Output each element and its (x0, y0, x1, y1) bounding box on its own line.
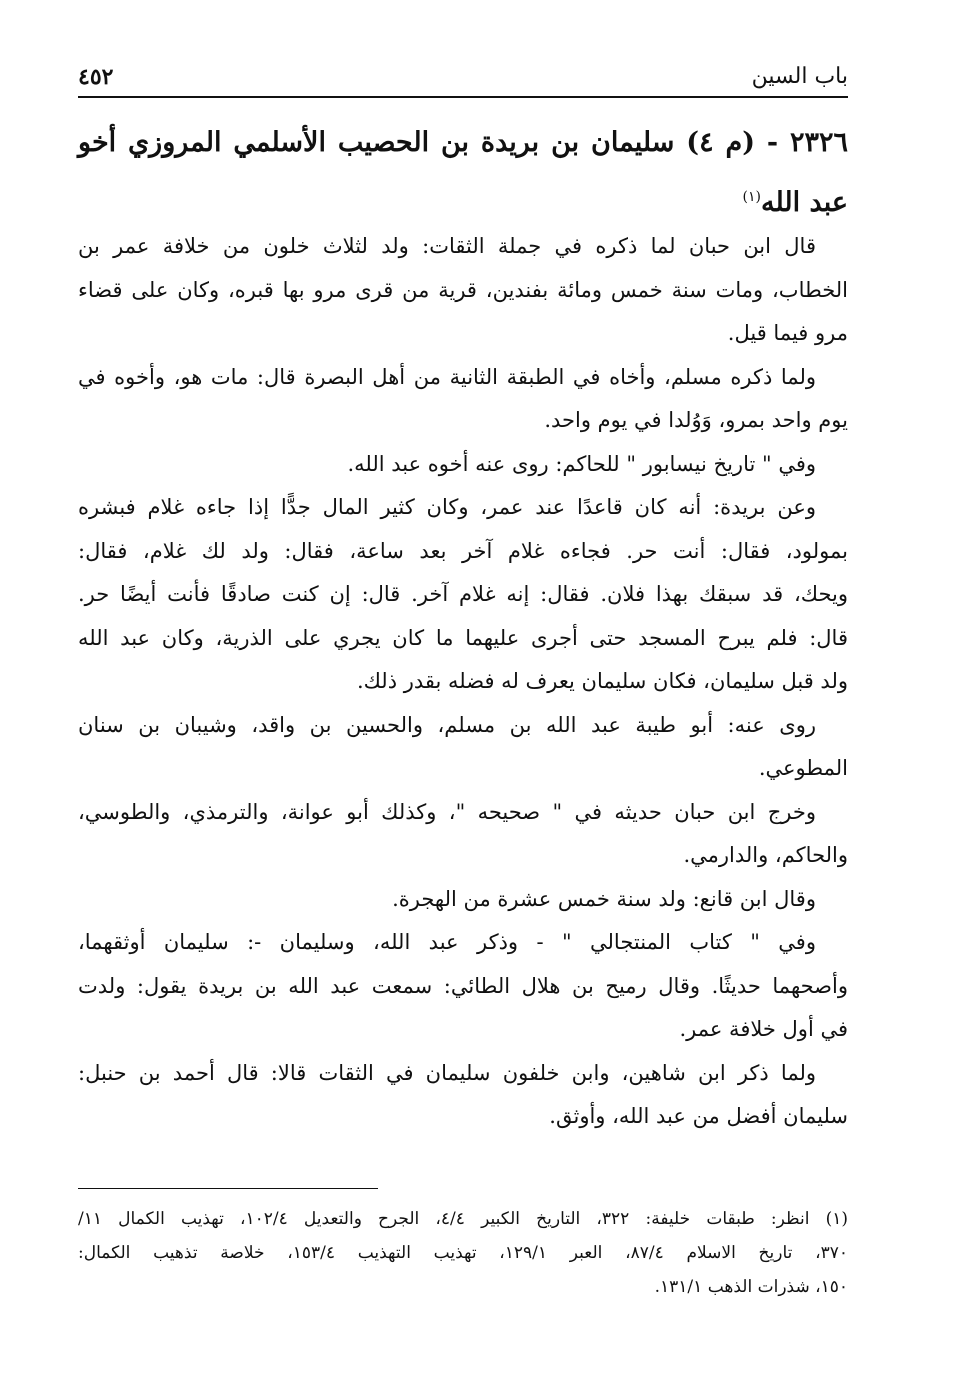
page-number: ٤٥٢ (78, 64, 114, 90)
paragraph-line: يوم واحد بمرو، وَوُلدا في يوم واحد. (544, 408, 848, 432)
paragraph-line: وأصحهما حديثًا. وقال رميح بن هلال الطائي: سمعت عبد الله بن بريدة يقول: ولدت (78, 973, 848, 998)
paragraph (78, 1052, 848, 1139)
section-title: باب السين (751, 64, 848, 89)
entry-heading (78, 116, 848, 230)
paragraph-line: والحاكم، والدارمي. (683, 843, 848, 867)
entry-heading-line-1: ٢٣٢٦ - (م ٤) سليمان بن بريدة بن الحصيب الأسلمي المروزي أخو (78, 127, 848, 158)
paragraph-line: المطوعي. (758, 756, 848, 780)
entry-heading-line-2 (78, 170, 848, 230)
paragraph-line: ولد قبل سليمان، فكان سليمان يعرف له فضله بقدر ذلك. (356, 669, 848, 693)
paragraph-line: ولما ذكر ابن شاهين، وابن خلفون سليمان في الثقات قالا: قال أحمد بن حنبل: (78, 1060, 816, 1085)
paragraph-line: وفي " كتاب المنتجالي " - وذكر عبد الله، وسليمان -: سليمان أوثقهما، (78, 930, 816, 954)
paragraph (78, 921, 848, 1052)
running-header (78, 58, 848, 98)
paragraph-line: بمولود، فقال: أنت حر. فجاءه غلام آخر بعد ساعة، فقال: ولد لك غلام، فقال: (78, 538, 848, 563)
footnote-line: ٣٧٠، تاريخ الاسلام ٨٧/٤، العبر ١٢٩/١، تهذيب التهذيب ١٥٣/٤، خلاصة تذهيب الكمال: (78, 1243, 848, 1263)
paragraph-line: ويحك، قد سبقك بهذا فلان. فقال: إنه غلام آخر. قال: إن كنت صادقًا فأنت أيضًا حر. (78, 582, 848, 606)
paragraph-line: مرو فيما قيل. (727, 321, 848, 345)
paragraph-line: وخرج ابن حبان حديثه في " صحيحه "، وكذلك أبو عوانة، والترمذي، والطوسي، (78, 799, 816, 824)
entry-heading-name-end: عبد الله (761, 187, 848, 218)
paragraph (78, 791, 848, 878)
paragraph-line: روى عنه: أبو طيبة عبد الله بن مسلم، والحسين بن واقد، وشيبان بن سنان (78, 712, 816, 737)
paragraph-line: وقال ابن قانع: ولد سنة خمس عشرة من الهجرة. (392, 886, 816, 911)
paragraph-line: وعن بريدة: أنه كان قاعدًا عند عمر، وكان كثير المال جدًّا إذا جاءه غلام فبشره (78, 495, 816, 519)
paragraph-line: الخطاب، ومات سنة خمس ومائة بفندين، قرية من قرى مرو بها قبره، وكان على قضاء (78, 277, 848, 302)
book-page (78, 0, 848, 1378)
footnotes (78, 1202, 848, 1304)
paragraph (78, 878, 848, 922)
paragraph-line: سليمان أفضل من عبد الله، وأوثق. (549, 1104, 848, 1128)
body-text (78, 225, 848, 1139)
paragraph (78, 486, 848, 704)
paragraph-line: ولما ذكره مسلم، وأخاه في الطبقة الثانية من أهل البصرة قال: مات هو، وأخوه في (78, 364, 816, 389)
footnote-line: (١) انظر: طبقات خليفة: ٣٢٢، التاريخ الكبير ٤/٤، الجرح والتعديل ١٠٢/٤، تهذيب الكمال ١١/ (78, 1209, 849, 1229)
paragraph (78, 704, 848, 791)
paragraph (78, 443, 848, 487)
footnote-separator (78, 1188, 378, 1189)
paragraph-line: قال: فلم يبرح المسجد حتى أجرى عليهما ما كان يجري على الذرية، وكان عبد الله (78, 625, 848, 650)
paragraph-line: قال ابن حبان لما ذكره في جملة الثقات: ولد لثلاث خلون من خلافة عمر بن (78, 234, 816, 258)
paragraph (78, 356, 848, 443)
footnote-reference: (١) (742, 189, 762, 205)
paragraph-line: وفي " تاريخ نيسابور " للحاكم: روى عنه أخوه عبد الله. (347, 451, 816, 476)
footnote-line: ١٥٠، شذرات الذهب ١٣١/١. (654, 1277, 848, 1297)
paragraph (78, 225, 848, 356)
paragraph-line: في أول خلافة عمر. (679, 1017, 848, 1041)
